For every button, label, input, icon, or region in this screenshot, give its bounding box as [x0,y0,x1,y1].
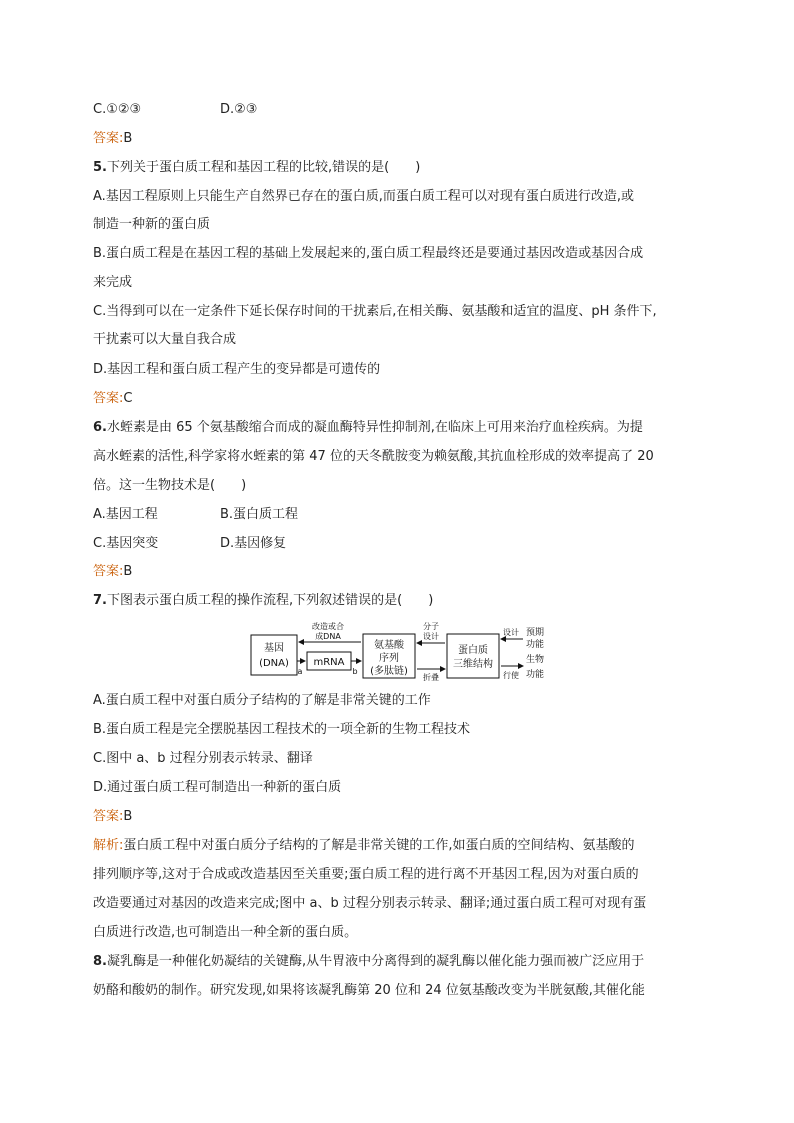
fold-label: 折叠 [423,673,439,682]
q5-option-b-line1: B.蛋白质工程是在基因工程的基础上发展起来的,蛋白质工程最终还是要通过基因改造或基因合成 [93,246,644,261]
q4-answer [93,130,132,148]
label-a: a [297,667,303,676]
q6-stem-line1 [93,419,643,437]
q5-option-c-line2: 干扰素可以大量自我合成 [93,332,237,347]
q7-analysis-line4: 白质进行改造,也可制造出一种全新的蛋白质。 [93,925,358,940]
design-label-1: 分子 [423,622,439,631]
answer-value: B [123,564,133,579]
question-number: 5. [93,160,107,175]
q7-option-d: D.通过蛋白质工程可制造出一种新的蛋白质 [93,780,342,795]
answer-value: C [123,391,133,406]
q6-answer [93,563,132,581]
question-number: 6. [93,420,107,435]
q8-stem-line2: 奶酪和酸奶的制作。研究发现,如果将该凝乳酶第 20 位和 24 位氨基酸改变为半胱氨酸,其催化能 [93,983,645,998]
q6-option-d: D.基因修复 [220,536,287,551]
gene-label: 基因 [264,643,284,654]
q6-stem-line3: 倍。这一生物技术是( ) [93,478,247,493]
mrna-label: mRNA [313,657,345,668]
q5-stem [93,159,420,177]
question-text: 水蛭素是由 65 个氨基酸缩合而成的凝血酶特异性抑制剂,在临床上可用来治疗血栓疾病。为提 [106,420,643,435]
q6-options-cd [93,535,286,553]
answer-label: 答案: [93,131,124,146]
q7-analysis-line3: 改造要通过对基因的改造来完成;图中 a、b 过程分别表示转录、翻译;通过蛋白质工程可对现有蛋 [93,896,647,911]
q5-option-a-line1: A.基因工程原则上只能生产自然界已存在的蛋白质,而蛋白质工程可以对现有蛋白质进行改造,或 [93,189,635,204]
expect-label: 预期 [525,628,545,638]
q5-option-b-line2: 来完成 [93,275,133,290]
answer-label: 答案: [93,809,124,824]
q4-option-c: C.①②③ [93,102,142,117]
answer-value: B [123,131,133,146]
q5-option-a-line2: 制造一种新的蛋白质 [93,217,211,232]
protein-label-2: 三维结构 [453,659,493,670]
protein-box [447,634,499,678]
q4-option-d: D.②③ [220,102,258,117]
analysis-text: 蛋白质工程中对蛋白质分子结构的了解是非常关键的工作,如蛋白质的空间结构、氨基酸的 [123,838,635,853]
q5-answer [93,390,132,408]
amino-acid-label-3: (多肽链) [370,666,408,677]
design-label-2: 设计 [423,632,439,641]
bio-function-label: 功能 [525,670,545,680]
q7-stem [93,592,433,610]
label-b: b [352,667,358,676]
bio-label: 生物 [525,655,545,665]
modify-dna-label-1: 改造或合 [312,622,344,631]
protein-label-1: 蛋白质 [458,645,488,656]
q7-option-c: C.图中 a、b 过程分别表示转录、翻译 [93,751,313,766]
q6-option-a: A.基因工程 [93,507,158,522]
q6-option-c: C.基因突变 [93,536,159,551]
amino-acid-label-1: 氨基酸 [374,640,404,651]
analysis-label: 解析: [93,838,124,853]
q5-option-c-line1: C.当得到可以在一定条件下延长保存时间的干扰素后,在相关酶、氨基酸和适宜的温度、pH 条件下, [93,304,657,319]
q7-analysis-line1 [93,837,635,855]
expect-function-label: 功能 [525,640,545,650]
dna-label: (DNA) [259,658,289,669]
answer-label: 答案: [93,564,124,579]
answer-value: B [123,809,133,824]
question-text: 凝乳酶是一种催化奶凝结的关键酶,从牛胃液中分离得到的凝乳酶以催化能力强而被广泛应用于 [106,954,645,969]
q4-options-cd [93,101,257,119]
question-number: 8. [93,954,107,969]
design-expect-label: 设计 [503,628,519,637]
q7-analysis-line2: 排列顺序等,这对于合成或改造基因至关重要;蛋白质工程的进行离不开基因工程,因为对蛋白质的 [93,867,639,882]
gene-box [251,635,297,675]
protein-engineering-flowchart [249,622,549,684]
q6-options-ab [93,506,298,524]
q5-option-d: D.基因工程和蛋白质工程产生的变异都是可遗传的 [93,362,381,377]
perform-label: 行使 [503,671,519,680]
question-text: 下图表示蛋白质工程的操作流程,下列叙述错误的是( ) [106,593,434,608]
q6-option-b: B.蛋白质工程 [220,507,299,522]
q6-stem-line2: 高水蛭素的活性,科学家将水蛭素的第 47 位的天冬酰胺变为赖氨酸,其抗血栓形成的效率提高了 20 [93,449,654,464]
question-number: 7. [93,593,107,608]
q7-answer [93,808,132,826]
question-text: 下列关于蛋白质工程和基因工程的比较,错误的是( ) [106,160,421,175]
answer-label: 答案: [93,391,124,406]
q8-stem-line1 [93,953,644,971]
modify-dna-label-2: 成DNA [315,632,341,641]
q7-option-b: B.蛋白质工程是完全摆脱基因工程技术的一项全新的生物工程技术 [93,722,471,737]
q7-option-a: A.蛋白质工程中对蛋白质分子结构的了解是非常关键的工作 [93,693,431,708]
amino-acid-label-2: 序列 [379,653,399,664]
